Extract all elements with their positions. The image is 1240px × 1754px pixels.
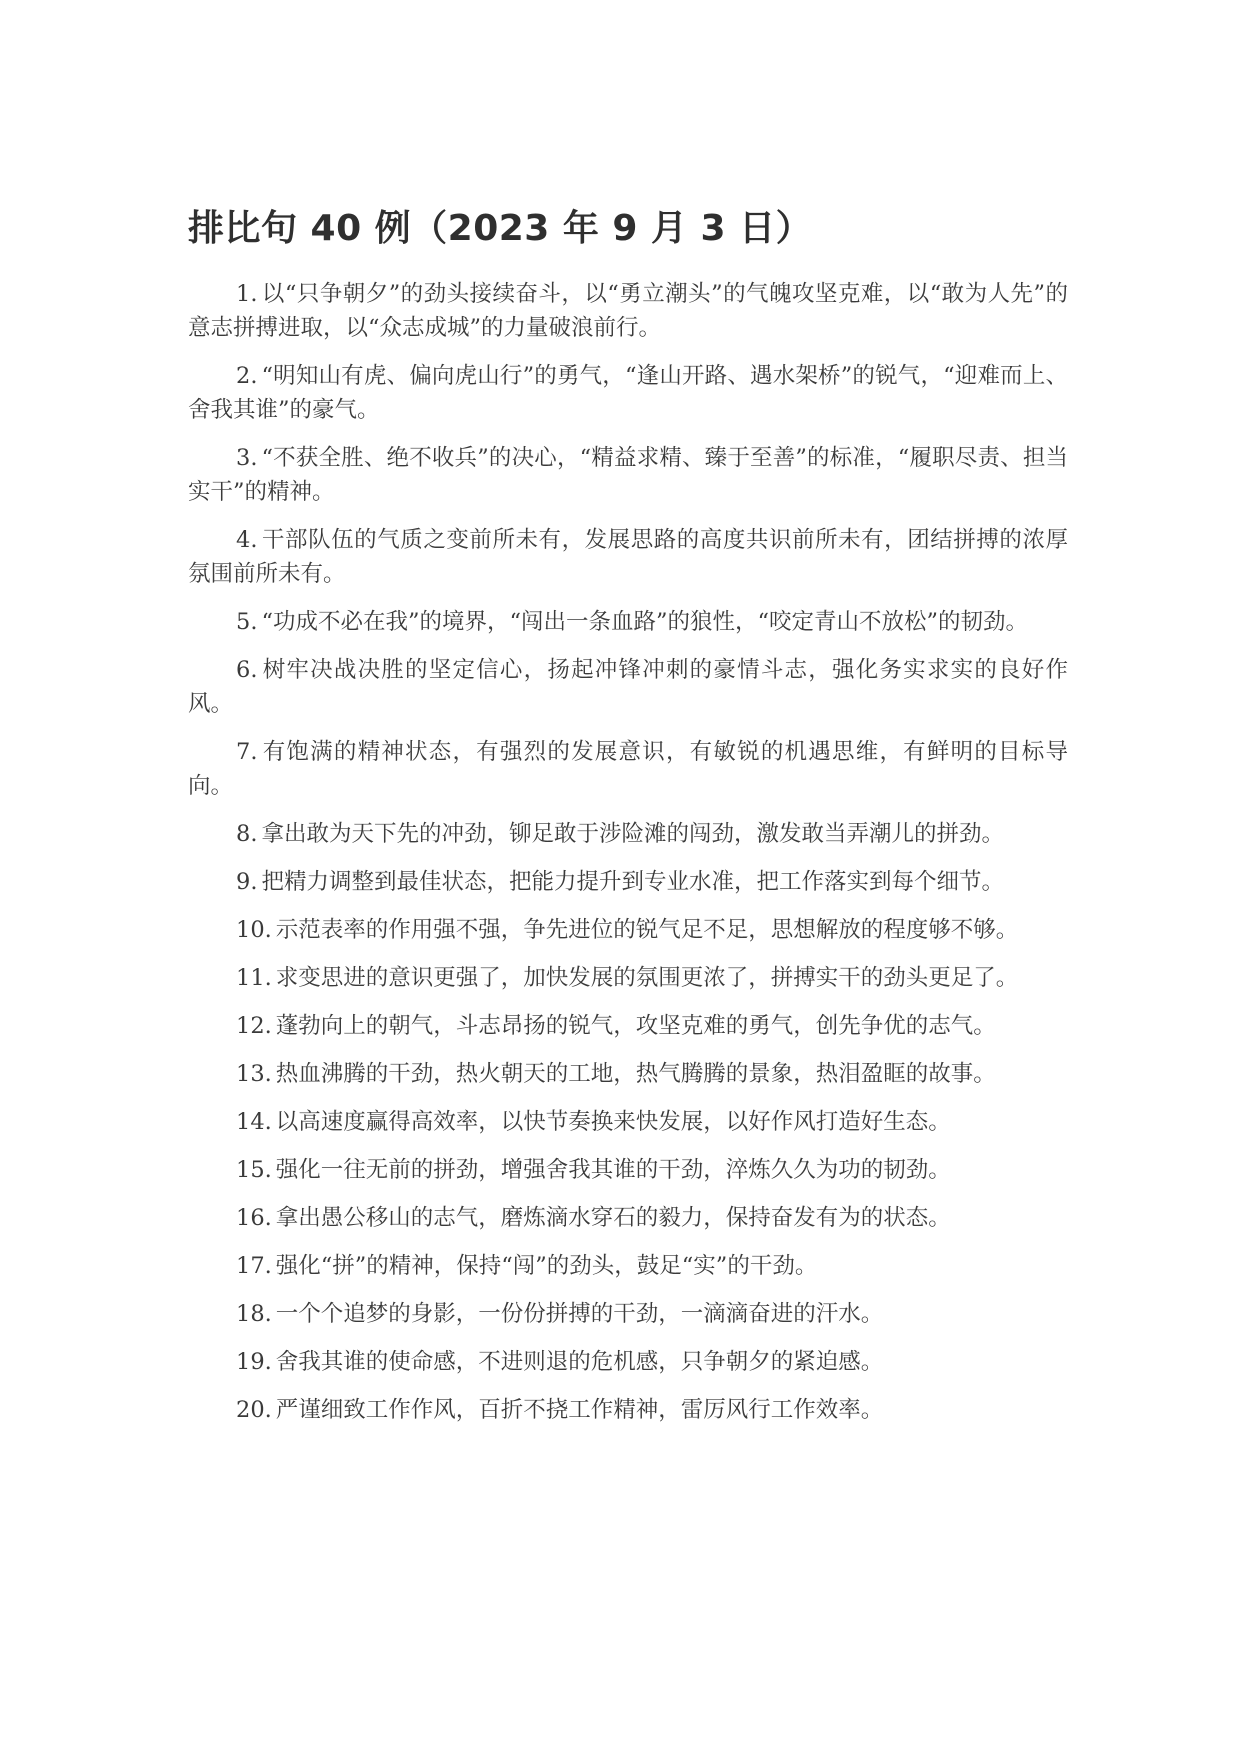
item-text: 舍我其谁的使命感，不进则退的危机感，只争朝夕的紧迫感。 bbox=[275, 1349, 884, 1375]
item-number: 8. bbox=[236, 821, 258, 847]
item-text: 严谨细致工作作风，百折不挠工作精神，雷厉风行工作效率。 bbox=[275, 1397, 884, 1423]
document-title: 排比句 40 例（2023 年 9 月 3 日） bbox=[188, 208, 813, 249]
item-text: 一个个追梦的身影，一份份拼搏的干劲，一滴滴奋进的汗水。 bbox=[275, 1301, 884, 1327]
list-item bbox=[188, 1153, 1068, 1187]
item-text: 以高速度赢得高效率，以快节奏换来快发展，以好作风打造好生态。 bbox=[275, 1109, 951, 1135]
sentence-list bbox=[188, 277, 1068, 1427]
list-item bbox=[188, 865, 1068, 899]
list-item bbox=[188, 1105, 1068, 1139]
item-text: 热血沸腾的干劲，热火朝天的工地，热气腾腾的景象，热泪盈眶的故事。 bbox=[275, 1061, 996, 1087]
item-text: 拿出愚公移山的志气，磨炼滴水穿石的毅力，保持奋发有为的状态。 bbox=[275, 1205, 951, 1231]
item-number: 13. bbox=[236, 1061, 272, 1087]
item-number: 9. bbox=[236, 869, 258, 895]
item-text: 以“只争朝夕”的劲头接续奋斗，以“勇立潮头”的气魄攻坚克难，以“敢为人先”的意志拼搏进取，以“众志成城”的力量破浪前行。 bbox=[188, 281, 1068, 341]
list-item bbox=[188, 523, 1068, 591]
item-number: 2. bbox=[236, 363, 258, 389]
item-number: 17. bbox=[236, 1253, 272, 1279]
list-item bbox=[188, 817, 1068, 851]
item-number: 4. bbox=[236, 527, 258, 553]
item-number: 15. bbox=[236, 1157, 272, 1183]
list-item bbox=[188, 1393, 1068, 1427]
item-number: 11. bbox=[236, 965, 272, 991]
list-item bbox=[188, 1249, 1068, 1283]
item-number: 16. bbox=[236, 1205, 272, 1231]
item-text: “功成不必在我”的境界，“闯出一条血路”的狼性，“咬定青山不放松”的韧劲。 bbox=[261, 609, 1028, 635]
item-number: 12. bbox=[236, 1013, 272, 1039]
list-item bbox=[188, 605, 1068, 639]
list-item bbox=[188, 1057, 1068, 1091]
list-item bbox=[188, 961, 1068, 995]
item-number: 20. bbox=[236, 1397, 272, 1423]
list-item bbox=[188, 441, 1068, 509]
item-text: 把精力调整到最佳状态，把能力提升到专业水准，把工作落实到每个细节。 bbox=[261, 869, 1004, 895]
item-number: 18. bbox=[236, 1301, 272, 1327]
item-text: 有饱满的精神状态，有强烈的发展意识，有敏锐的机遇思维，有鲜明的目标导向。 bbox=[188, 739, 1068, 799]
item-text: 干部队伍的气质之变前所未有，发展思路的高度共识前所未有，团结拼搏的浓厚氛围前所未有。 bbox=[188, 527, 1068, 587]
list-item bbox=[188, 913, 1068, 947]
item-number: 1. bbox=[236, 281, 258, 307]
item-number: 6. bbox=[236, 657, 258, 683]
item-text: “明知山有虎、偏向虎山行”的勇气，“逢山开路、遇水架桥”的锐气，“迎难而上、舍我其谁”的豪气。 bbox=[188, 363, 1068, 423]
item-text: 求变思进的意识更强了，加快发展的氛围更浓了，拼搏实干的劲头更足了。 bbox=[275, 965, 1019, 991]
item-number: 7. bbox=[236, 739, 258, 765]
list-item bbox=[188, 1345, 1068, 1379]
document-page bbox=[188, 205, 1068, 1441]
list-item bbox=[188, 653, 1068, 721]
item-number: 10. bbox=[236, 917, 272, 943]
item-text: 拿出敢为天下先的冲劲，铆足敢于涉险滩的闯劲，激发敢当弄潮儿的拼劲。 bbox=[261, 821, 1004, 847]
item-text: “不获全胜、绝不收兵”的决心，“精益求精、臻于至善”的标准，“履职尽责、担当实干”的精神。 bbox=[188, 445, 1068, 505]
list-item bbox=[188, 359, 1068, 427]
list-item bbox=[188, 277, 1068, 345]
item-number: 5. bbox=[236, 609, 258, 635]
item-number: 3. bbox=[236, 445, 258, 471]
item-text: 蓬勃向上的朝气，斗志昂扬的锐气，攻坚克难的勇气，创先争优的志气。 bbox=[275, 1013, 996, 1039]
item-text: 强化一往无前的拼劲，增强舍我其谁的干劲，淬炼久久为功的韧劲。 bbox=[275, 1157, 951, 1183]
item-text: 树牢决战决胜的坚定信心，扬起冲锋冲刺的豪情斗志，强化务实求实的良好作风。 bbox=[188, 657, 1068, 717]
item-number: 14. bbox=[236, 1109, 272, 1135]
list-item bbox=[188, 1201, 1068, 1235]
list-item bbox=[188, 735, 1068, 803]
list-item bbox=[188, 1297, 1068, 1331]
list-item bbox=[188, 1009, 1068, 1043]
item-text: 强化“拼”的精神，保持“闯”的劲头，鼓足“实”的干劲。 bbox=[275, 1253, 818, 1279]
item-number: 19. bbox=[236, 1349, 272, 1375]
item-text: 示范表率的作用强不强，争先进位的锐气足不足，思想解放的程度够不够。 bbox=[275, 917, 1019, 943]
